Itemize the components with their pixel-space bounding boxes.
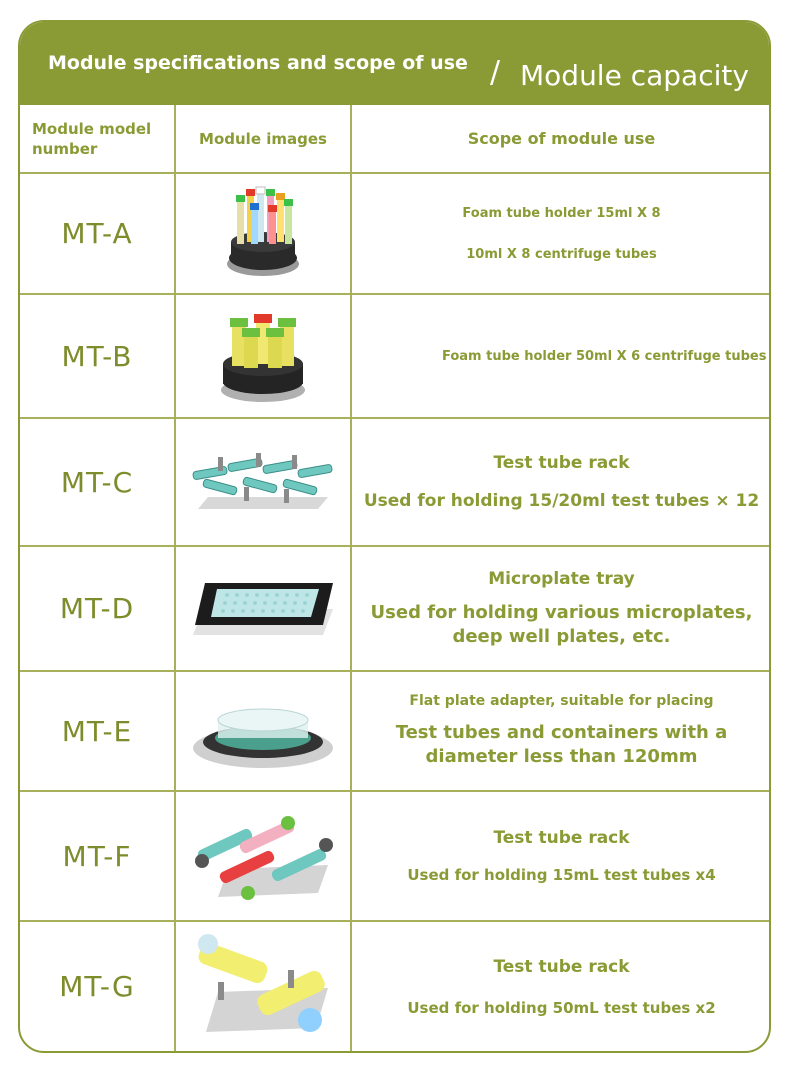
scope-line: Used for holding 15mL test tubes x4 (407, 866, 716, 884)
model-number: MT-B (20, 294, 175, 418)
header-title: Module specifications and scope of use (48, 52, 468, 74)
header-slash: / (490, 55, 501, 90)
module-image-cell (175, 921, 351, 1051)
module-image-cell (175, 294, 351, 418)
scope-line: Test tube rack (493, 828, 630, 848)
col-header-scope: Scope of module use (351, 105, 771, 173)
module-image-cell (175, 546, 351, 671)
model-number: MT-F (20, 791, 175, 921)
header-bar (20, 22, 769, 105)
col-header-images: Module images (175, 105, 351, 173)
table-row (20, 921, 771, 1051)
scope-line: Microplate tray (488, 568, 635, 589)
module-image-cell (175, 791, 351, 921)
module-table (20, 105, 771, 1051)
scope-line: Test tube rack (493, 453, 630, 473)
foam-tube-holder-15ml-icon (223, 184, 303, 284)
module-image-cell (175, 671, 351, 791)
module-image-cell (175, 418, 351, 546)
header-subtitle: Module capacity (520, 59, 749, 92)
table-row (20, 671, 771, 791)
model-number: MT-G (20, 921, 175, 1051)
model-number: MT-D (20, 546, 175, 671)
scope-line: Foam tube holder 15ml X 8 (462, 205, 661, 221)
table-row (20, 173, 771, 294)
scope-line: Flat plate adapter, suitable for placing (409, 693, 714, 709)
scope-cell (351, 671, 771, 791)
scope-line: Used for holding 50mL test tubes x2 (407, 998, 716, 1017)
table-header-row (20, 105, 771, 173)
table-row (20, 294, 771, 418)
scope-cell (351, 791, 771, 921)
scope-cell (351, 921, 771, 1051)
scope-cell (351, 294, 771, 418)
scope-cell (351, 546, 771, 671)
scope-cell (351, 418, 771, 546)
scope-line: Used for holding 15/20ml test tubes × 12 (363, 491, 760, 511)
table-row (20, 546, 771, 671)
model-number: MT-C (20, 418, 175, 546)
scope-line: Foam tube holder 50ml X 6 centrifuge tubes (442, 348, 767, 364)
module-image-cell (175, 173, 351, 294)
scope-line: Test tubes and containers with a (395, 722, 728, 743)
scope-line: diameter less than 120mm (425, 746, 698, 767)
microplate-tray-icon (183, 569, 343, 649)
test-tube-rack-12-icon (188, 447, 338, 517)
scope-line: 10ml X 8 centrifuge tubes (466, 246, 657, 262)
table-row (20, 418, 771, 546)
flat-plate-adapter-icon (188, 686, 338, 776)
test-tube-rack-4-icon (188, 809, 338, 904)
test-tube-rack-2-icon (188, 932, 338, 1042)
spec-card (18, 20, 771, 1053)
scope-line: Used for holding various microplates, (370, 601, 753, 623)
scope-cell (351, 173, 771, 294)
foam-tube-holder-50ml-icon (218, 306, 308, 406)
scope-line: Test tube rack (493, 956, 630, 977)
col-header-model: Module model number (20, 105, 175, 173)
model-number: MT-E (20, 671, 175, 791)
model-number: MT-A (20, 173, 175, 294)
scope-line: deep well plates, etc. (452, 625, 671, 647)
table-row (20, 791, 771, 921)
